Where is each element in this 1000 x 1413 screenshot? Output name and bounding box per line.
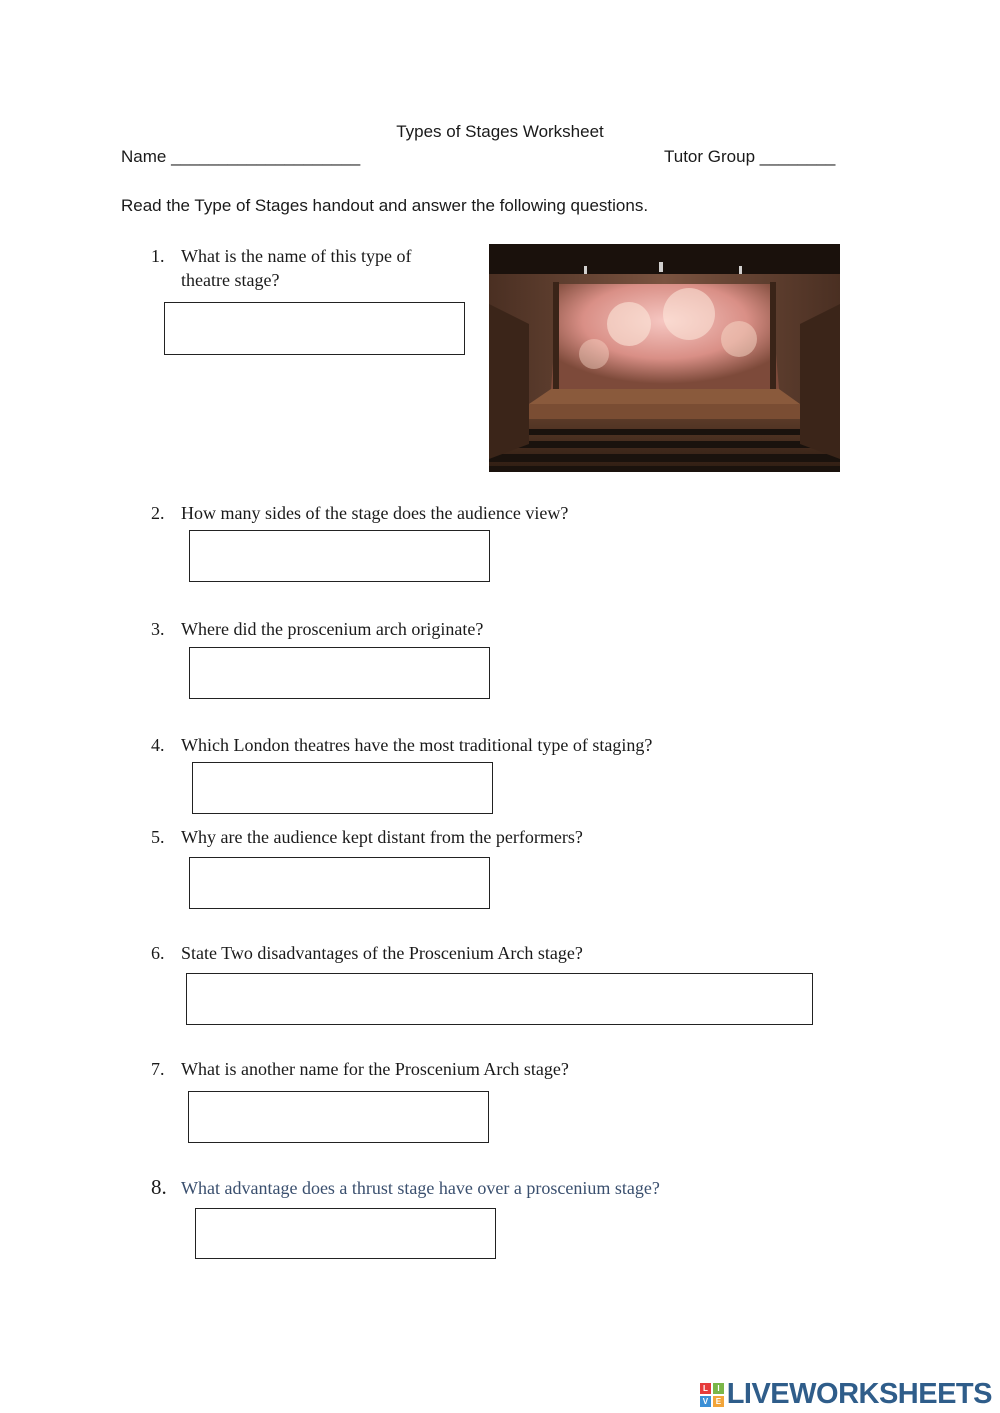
answer-box-7[interactable] bbox=[188, 1091, 489, 1143]
question-text: How many sides of the stage does the audience view? bbox=[181, 503, 569, 523]
answer-box-8[interactable] bbox=[195, 1208, 496, 1259]
liveworksheets-logo bbox=[700, 1378, 992, 1411]
question-3 bbox=[151, 617, 483, 641]
question-text: Which London theatres have the most traditional type of staging? bbox=[181, 735, 653, 755]
question-text: Why are the audience kept distant from the performers? bbox=[181, 827, 583, 847]
question-number: 5. bbox=[151, 827, 165, 847]
question-number: 7. bbox=[151, 1059, 165, 1079]
question-number: 8. bbox=[151, 1175, 167, 1199]
logo-tile-e: E bbox=[713, 1396, 724, 1407]
question-text: What advantage does a thrust stage have over a proscenium stage? bbox=[181, 1178, 660, 1198]
question-1 bbox=[151, 244, 451, 292]
tutor-group-line: Tutor Group ________ bbox=[664, 147, 836, 166]
page-title: Types of Stages Worksheet bbox=[396, 122, 604, 141]
question-6 bbox=[151, 941, 583, 965]
instructions: Read the Type of Stages handout and answer the following questions. bbox=[121, 196, 649, 215]
answer-box-3[interactable] bbox=[189, 647, 490, 699]
question-7 bbox=[151, 1057, 569, 1081]
name-line: Name ____________________ bbox=[121, 147, 361, 166]
question-text: What is another name for the Proscenium Arch stage? bbox=[181, 1059, 569, 1079]
logo-tile-i: I bbox=[713, 1383, 724, 1394]
question-text: State Two disadvantages of the Proscenium Arch stage? bbox=[181, 943, 583, 963]
question-4 bbox=[151, 733, 652, 757]
question-number: 6. bbox=[151, 943, 165, 963]
question-text: Where did the proscenium arch originate? bbox=[181, 619, 484, 639]
question-5 bbox=[151, 825, 583, 849]
question-text: What is the name of this type of theatre stage? bbox=[181, 246, 412, 290]
logo-tile-l: L bbox=[700, 1383, 711, 1394]
answer-box-5[interactable] bbox=[189, 857, 490, 909]
answer-box-2[interactable] bbox=[189, 530, 490, 582]
question-number: 2. bbox=[151, 503, 165, 523]
answer-box-1[interactable] bbox=[164, 302, 465, 355]
question-number: 3. bbox=[151, 619, 165, 639]
question-number: 4. bbox=[151, 735, 165, 755]
logo-text: LIVEWORKSHEETS bbox=[726, 1378, 992, 1410]
proscenium-stage-photo bbox=[489, 244, 840, 472]
liveworksheets-logo-icon bbox=[700, 1383, 724, 1407]
logo-tile-v: V bbox=[700, 1396, 711, 1407]
answer-box-4[interactable] bbox=[192, 762, 493, 814]
question-8 bbox=[151, 1175, 660, 1200]
question-2 bbox=[151, 501, 568, 525]
question-number: 1. bbox=[151, 246, 165, 266]
answer-box-6[interactable] bbox=[186, 973, 813, 1025]
